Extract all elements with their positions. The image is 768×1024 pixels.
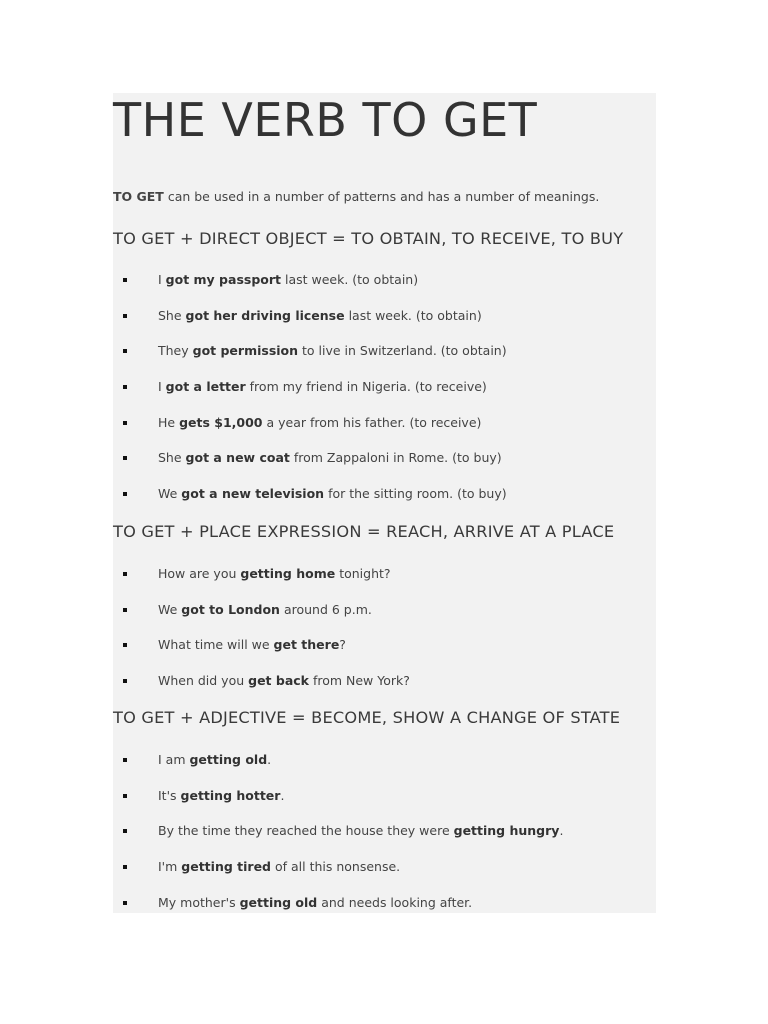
bullet-icon [123,456,127,460]
bullet-icon [123,349,127,353]
bullet-icon [123,421,127,425]
list-item: She got her driving license last week. (to obtain) [113,307,656,343]
bullet-icon [123,829,127,833]
bullet-icon [123,643,127,647]
list-item: What time will we get there? [113,636,656,672]
bullet-icon [123,572,127,576]
list-item: She got a new coat from Zappaloni in Rome. (to buy) [113,449,656,485]
bullet-icon [123,492,127,496]
section-heading-direct-object: TO GET + DIRECT OBJECT = TO OBTAIN, TO RECEIVE, TO BUY [113,229,624,248]
section-heading-place-expression: TO GET + PLACE EXPRESSION = REACH, ARRIVE AT A PLACE [113,522,615,541]
section-heading-adjective: TO GET + ADJECTIVE = BECOME, SHOW A CHANGE OF STATE [113,708,621,727]
bullet-icon [123,794,127,798]
list-adjective [113,751,656,929]
list-item: My mother's getting old and needs looking after. [113,894,656,930]
list-item: We got a new television for the sitting room. (to buy) [113,485,656,521]
page-title: THE VERB TO GET [113,93,538,147]
list-item: How are you getting home tonight? [113,565,656,601]
bullet-icon [123,385,127,389]
intro-text: can be used in a number of patterns and has a number of meanings. [163,189,600,204]
list-item: I got a letter from my friend in Nigeria. (to receive) [113,378,656,414]
list-direct-object [113,271,656,521]
list-item: By the time they reached the house they were getting hungry. [113,822,656,858]
list-place-expression [113,565,656,708]
list-item: When did you get back from New York? [113,672,656,708]
bullet-icon [123,865,127,869]
bullet-icon [123,758,127,762]
bullet-icon [123,278,127,282]
list-item: I'm getting tired of all this nonsense. [113,858,656,894]
bullet-icon [123,314,127,318]
list-item: It's getting hotter. [113,787,656,823]
list-item: He gets $1,000 a year from his father. (to receive) [113,414,656,450]
document-page [113,93,656,913]
intro-paragraph [113,188,599,206]
bullet-icon [123,901,127,905]
intro-bold: TO GET [113,189,164,204]
list-item: They got permission to live in Switzerland. (to obtain) [113,342,656,378]
bullet-icon [123,679,127,683]
list-item: I am getting old. [113,751,656,787]
list-item: I got my passport last week. (to obtain) [113,271,656,307]
list-item: We got to London around 6 p.m. [113,601,656,637]
bullet-icon [123,608,127,612]
